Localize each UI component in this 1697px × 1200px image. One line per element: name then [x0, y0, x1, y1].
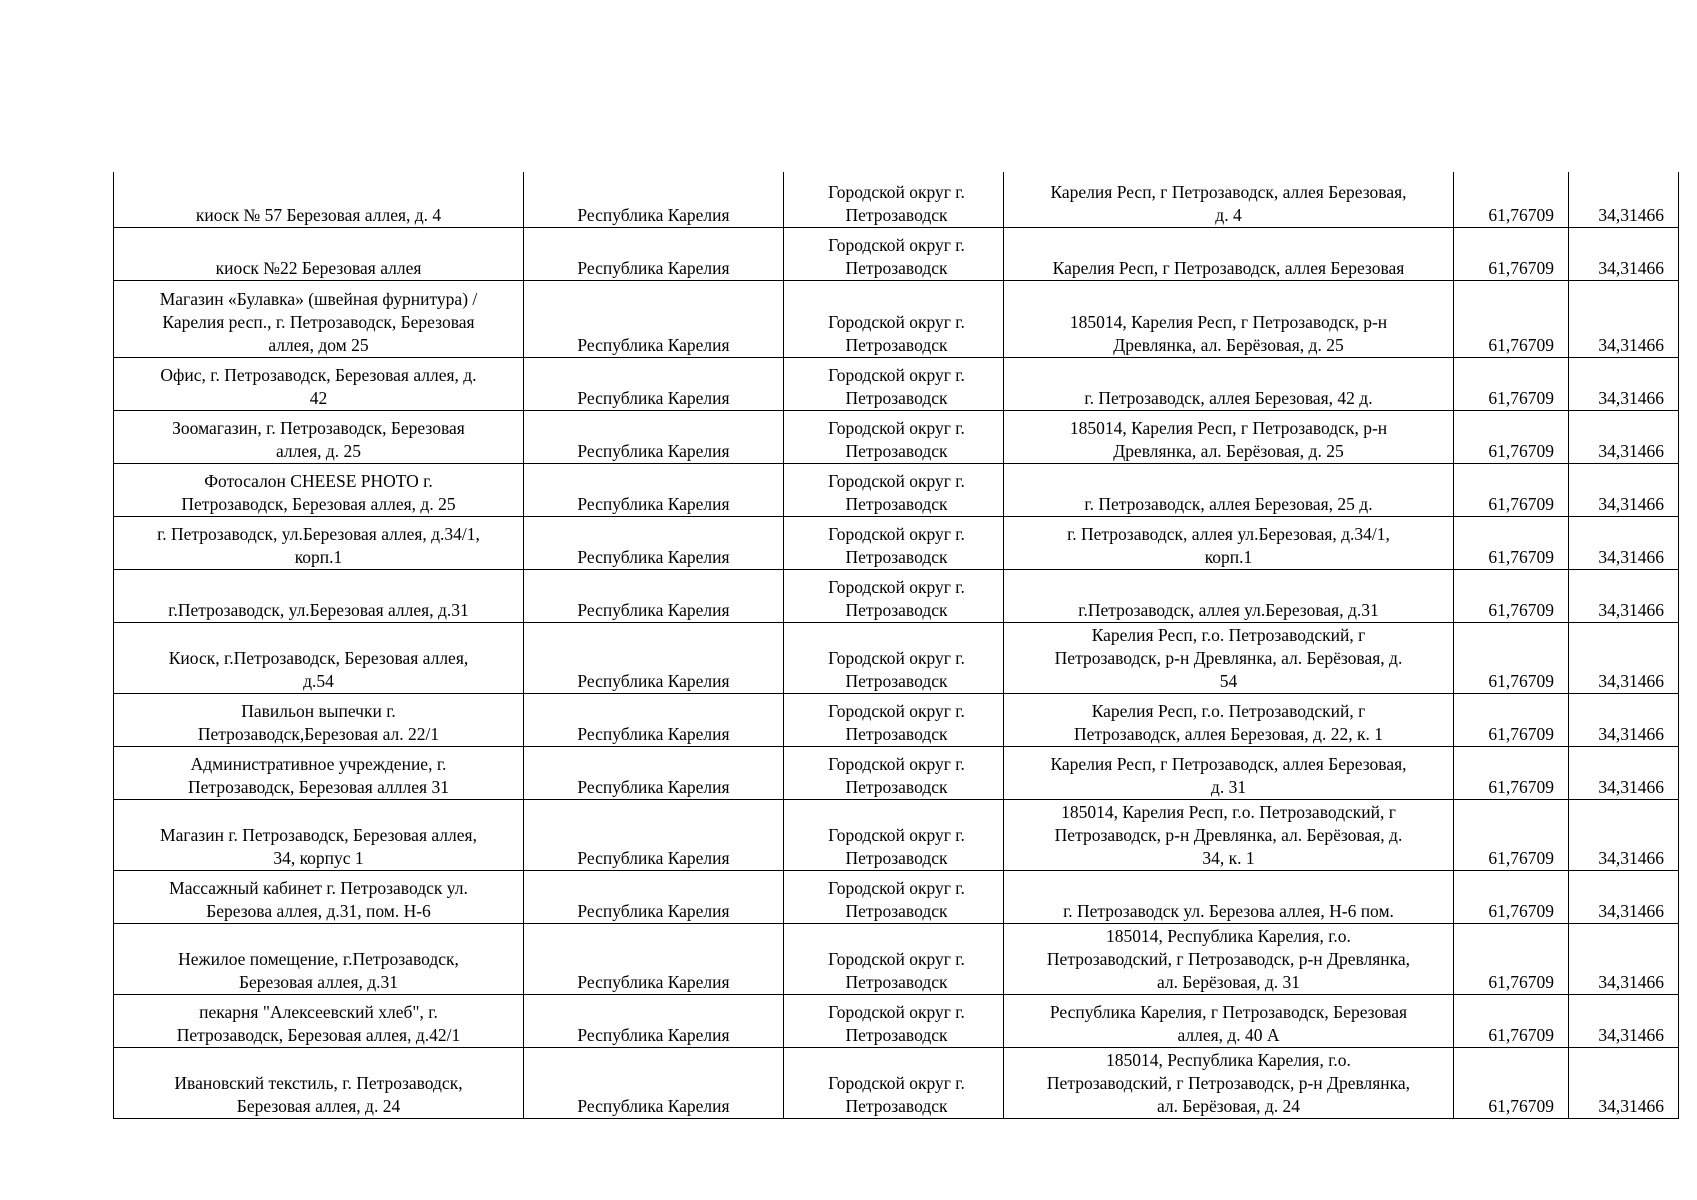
- cell-district: Городской округ г. Петрозаводск: [784, 357, 1004, 410]
- cell-latitude: 61,76709: [1454, 172, 1569, 227]
- cell-latitude: 61,76709: [1454, 463, 1569, 516]
- cell-address: 185014, Карелия Респ, г.о. Петрозаводский, г Петрозаводск, р-н Древлянка, ал. Берёзовая, д. 34, к. 1: [1004, 799, 1454, 870]
- cell-district: Городской округ г. Петрозаводск: [784, 516, 1004, 569]
- cell-district: Городской округ г. Петрозаводск: [784, 923, 1004, 994]
- cell-address: 185014, Карелия Респ, г Петрозаводск, р-н Древлянка, ал. Берёзовая, д. 25: [1004, 280, 1454, 357]
- locations-table: [113, 172, 1679, 1119]
- cell-district: Городской округ г. Петрозаводск: [784, 569, 1004, 622]
- cell-region: Республика Карелия: [524, 746, 784, 799]
- cell-region: Республика Карелия: [524, 923, 784, 994]
- cell-address: Республика Карелия, г Петрозаводск, Березовая аллея, д. 40 А: [1004, 994, 1454, 1047]
- cell-district: Городской округ г. Петрозаводск: [784, 799, 1004, 870]
- cell-name: киоск № 57 Березовая аллея, д. 4: [114, 172, 524, 227]
- cell-name: Офис, г. Петрозаводск, Березовая аллея, д. 42: [114, 357, 524, 410]
- cell-region: Республика Карелия: [524, 1047, 784, 1118]
- cell-region: Республика Карелия: [524, 172, 784, 227]
- cell-latitude: 61,76709: [1454, 693, 1569, 746]
- cell-latitude: 61,76709: [1454, 516, 1569, 569]
- table-row: [114, 357, 1679, 410]
- table-row: [114, 994, 1679, 1047]
- cell-name: Нежилое помещение, г.Петрозаводск, Березовая аллея, д.31: [114, 923, 524, 994]
- cell-longitude: 34,31466: [1569, 693, 1679, 746]
- cell-address: Карелия Респ, г.о. Петрозаводский, г Петрозаводск, аллея Березовая, д. 22, к. 1: [1004, 693, 1454, 746]
- table-body: [114, 172, 1679, 1118]
- cell-longitude: 34,31466: [1569, 516, 1679, 569]
- cell-district: Городской округ г. Петрозаводск: [784, 172, 1004, 227]
- cell-address: Карелия Респ, г Петрозаводск, аллея Березовая, д. 4: [1004, 172, 1454, 227]
- table-row: [114, 870, 1679, 923]
- cell-longitude: 34,31466: [1569, 1047, 1679, 1118]
- cell-latitude: 61,76709: [1454, 357, 1569, 410]
- cell-region: Республика Карелия: [524, 516, 784, 569]
- table-row: [114, 746, 1679, 799]
- cell-region: Республика Карелия: [524, 569, 784, 622]
- cell-region: Республика Карелия: [524, 357, 784, 410]
- cell-district: Городской округ г. Петрозаводск: [784, 410, 1004, 463]
- cell-longitude: 34,31466: [1569, 923, 1679, 994]
- table-row: [114, 280, 1679, 357]
- cell-district: Городской округ г. Петрозаводск: [784, 227, 1004, 280]
- cell-region: Республика Карелия: [524, 227, 784, 280]
- cell-latitude: 61,76709: [1454, 799, 1569, 870]
- table-row: [114, 799, 1679, 870]
- table-row: [114, 1047, 1679, 1118]
- cell-name: Киоск, г.Петрозаводск, Березовая аллея, д.54: [114, 622, 524, 693]
- cell-longitude: 34,31466: [1569, 622, 1679, 693]
- cell-latitude: 61,76709: [1454, 1047, 1569, 1118]
- cell-address: 185014, Республика Карелия, г.о. Петрозаводский, г Петрозаводск, р-н Древлянка, ал. Берёзовая, д. 24: [1004, 1047, 1454, 1118]
- cell-region: Республика Карелия: [524, 622, 784, 693]
- table-row: [114, 227, 1679, 280]
- cell-latitude: 61,76709: [1454, 569, 1569, 622]
- cell-address: г. Петрозаводск, аллея Березовая, 42 д.: [1004, 357, 1454, 410]
- cell-region: Республика Карелия: [524, 870, 784, 923]
- cell-address: Карелия Респ, г.о. Петрозаводский, г Петрозаводск, р-н Древлянка, ал. Берёзовая, д. 54: [1004, 622, 1454, 693]
- cell-longitude: 34,31466: [1569, 870, 1679, 923]
- table-row: [114, 622, 1679, 693]
- cell-name: Фотосалон CHEESE PHOTO г. Петрозаводск, Березовая аллея, д. 25: [114, 463, 524, 516]
- cell-name: Павильон выпечки г. Петрозаводск,Березовая ал. 22/1: [114, 693, 524, 746]
- cell-address: Карелия Респ, г Петрозаводск, аллея Березовая: [1004, 227, 1454, 280]
- table-row: [114, 463, 1679, 516]
- cell-longitude: 34,31466: [1569, 569, 1679, 622]
- cell-latitude: 61,76709: [1454, 622, 1569, 693]
- cell-name: Зоомагазин, г. Петрозаводск, Березовая аллея, д. 25: [114, 410, 524, 463]
- table-row: [114, 410, 1679, 463]
- cell-region: Республика Карелия: [524, 994, 784, 1047]
- cell-longitude: 34,31466: [1569, 172, 1679, 227]
- cell-latitude: 61,76709: [1454, 227, 1569, 280]
- cell-longitude: 34,31466: [1569, 410, 1679, 463]
- cell-longitude: 34,31466: [1569, 357, 1679, 410]
- cell-longitude: 34,31466: [1569, 463, 1679, 516]
- cell-longitude: 34,31466: [1569, 227, 1679, 280]
- cell-latitude: 61,76709: [1454, 746, 1569, 799]
- cell-region: Республика Карелия: [524, 693, 784, 746]
- cell-longitude: 34,31466: [1569, 280, 1679, 357]
- cell-latitude: 61,76709: [1454, 870, 1569, 923]
- cell-name: пекарня "Алексеевский хлеб", г. Петрозаводск, Березовая аллея, д.42/1: [114, 994, 524, 1047]
- cell-address: г. Петрозаводск ул. Березова аллея, Н-6 пом.: [1004, 870, 1454, 923]
- cell-region: Республика Карелия: [524, 463, 784, 516]
- cell-region: Республика Карелия: [524, 410, 784, 463]
- cell-district: Городской округ г. Петрозаводск: [784, 1047, 1004, 1118]
- table-row: [114, 172, 1679, 227]
- cell-name: г.Петрозаводск, ул.Березовая аллея, д.31: [114, 569, 524, 622]
- cell-district: Городской округ г. Петрозаводск: [784, 746, 1004, 799]
- cell-district: Городской округ г. Петрозаводск: [784, 870, 1004, 923]
- cell-longitude: 34,31466: [1569, 746, 1679, 799]
- cell-name: Ивановский текстиль, г. Петрозаводск, Березовая аллея, д. 24: [114, 1047, 524, 1118]
- cell-address: г.Петрозаводск, аллея ул.Березовая, д.31: [1004, 569, 1454, 622]
- cell-latitude: 61,76709: [1454, 280, 1569, 357]
- cell-name: Магазин г. Петрозаводск, Березовая аллея, 34, корпус 1: [114, 799, 524, 870]
- cell-name: киоск №22 Березовая аллея: [114, 227, 524, 280]
- table-row: [114, 516, 1679, 569]
- cell-name: г. Петрозаводск, ул.Березовая аллея, д.34/1, корп.1: [114, 516, 524, 569]
- cell-longitude: 34,31466: [1569, 994, 1679, 1047]
- cell-district: Городской округ г. Петрозаводск: [784, 463, 1004, 516]
- cell-name: Магазин «Булавка» (швейная фурнитура) / Карелия респ., г. Петрозаводск, Березовая аллея, дом 25: [114, 280, 524, 357]
- table-row: [114, 569, 1679, 622]
- cell-region: Республика Карелия: [524, 280, 784, 357]
- cell-latitude: 61,76709: [1454, 410, 1569, 463]
- cell-address: г. Петрозаводск, аллея ул.Березовая, д.34/1, корп.1: [1004, 516, 1454, 569]
- cell-address: Карелия Респ, г Петрозаводск, аллея Березовая, д. 31: [1004, 746, 1454, 799]
- cell-district: Городской округ г. Петрозаводск: [784, 994, 1004, 1047]
- cell-district: Городской округ г. Петрозаводск: [784, 693, 1004, 746]
- cell-name: Массажный кабинет г. Петрозаводск ул. Березова аллея, д.31, пом. Н-6: [114, 870, 524, 923]
- cell-district: Городской округ г. Петрозаводск: [784, 280, 1004, 357]
- cell-district: Городской округ г. Петрозаводск: [784, 622, 1004, 693]
- cell-address: г. Петрозаводск, аллея Березовая, 25 д.: [1004, 463, 1454, 516]
- cell-region: Республика Карелия: [524, 799, 784, 870]
- table-row: [114, 923, 1679, 994]
- table-row: [114, 693, 1679, 746]
- cell-longitude: 34,31466: [1569, 799, 1679, 870]
- cell-latitude: 61,76709: [1454, 994, 1569, 1047]
- cell-address: 185014, Карелия Респ, г Петрозаводск, р-н Древлянка, ал. Берёзовая, д. 25: [1004, 410, 1454, 463]
- cell-latitude: 61,76709: [1454, 923, 1569, 994]
- cell-address: 185014, Республика Карелия, г.о. Петрозаводский, г Петрозаводск, р-н Древлянка, ал. Берёзовая, д. 31: [1004, 923, 1454, 994]
- cell-name: Административное учреждение, г. Петрозаводск, Березовая алллея 31: [114, 746, 524, 799]
